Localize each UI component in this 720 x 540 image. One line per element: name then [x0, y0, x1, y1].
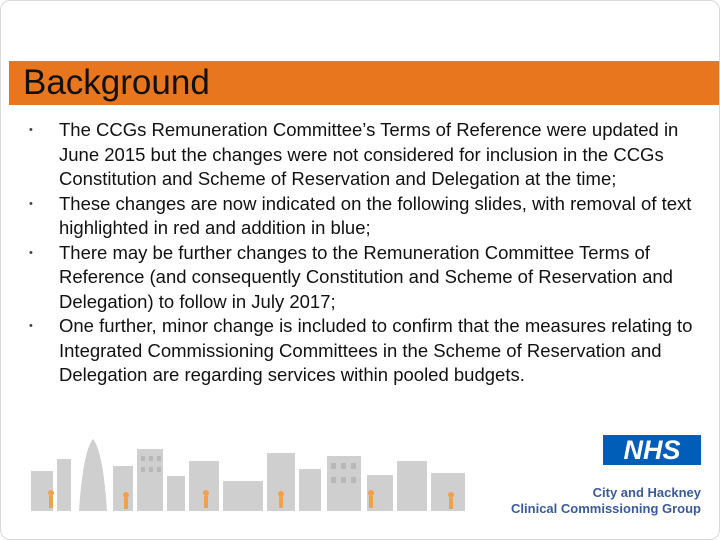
city-skyline-illustration	[31, 431, 481, 511]
bullet-text: There may be further changes to the Remuneration Committee Terms of Reference (and consequently Constitution and Scheme of Reservation and Delegation) to follow in July 2017;	[59, 241, 673, 312]
nhs-logo: NHS	[603, 435, 701, 465]
bullet-text: These changes are now indicated on the following slides, with removal of text highlighted in red and addition in blue;	[59, 192, 692, 238]
bullet-icon: •	[29, 197, 33, 210]
org-name-line1: City and Hackney	[592, 485, 701, 500]
slide-title: Background	[23, 63, 210, 102]
bullet-text: One further, minor change is included to confirm that the measures relating to Integrated Commissioning Committees in the Scheme of Reservation and Delegation are regarding services within pooled budgets.	[59, 315, 693, 385]
bullet-item	[29, 118, 711, 192]
org-name-line2: Clinical Commissioning Group	[511, 501, 701, 516]
bullet-icon: •	[29, 320, 33, 332]
bullet-item	[29, 241, 711, 315]
bullet-text: The CCGs Remuneration Committee’s Terms of Reference were updated in June 2015 but the changes were not considered for inclusion in the CCGs Constitution and Scheme of Reservation and Delegation at the time;	[59, 119, 679, 189]
bullet-icon: •	[29, 124, 33, 136]
bullet-icon: •	[29, 246, 33, 259]
bullet-item	[29, 314, 711, 388]
bullet-item	[29, 192, 711, 241]
bullet-list	[29, 118, 711, 388]
